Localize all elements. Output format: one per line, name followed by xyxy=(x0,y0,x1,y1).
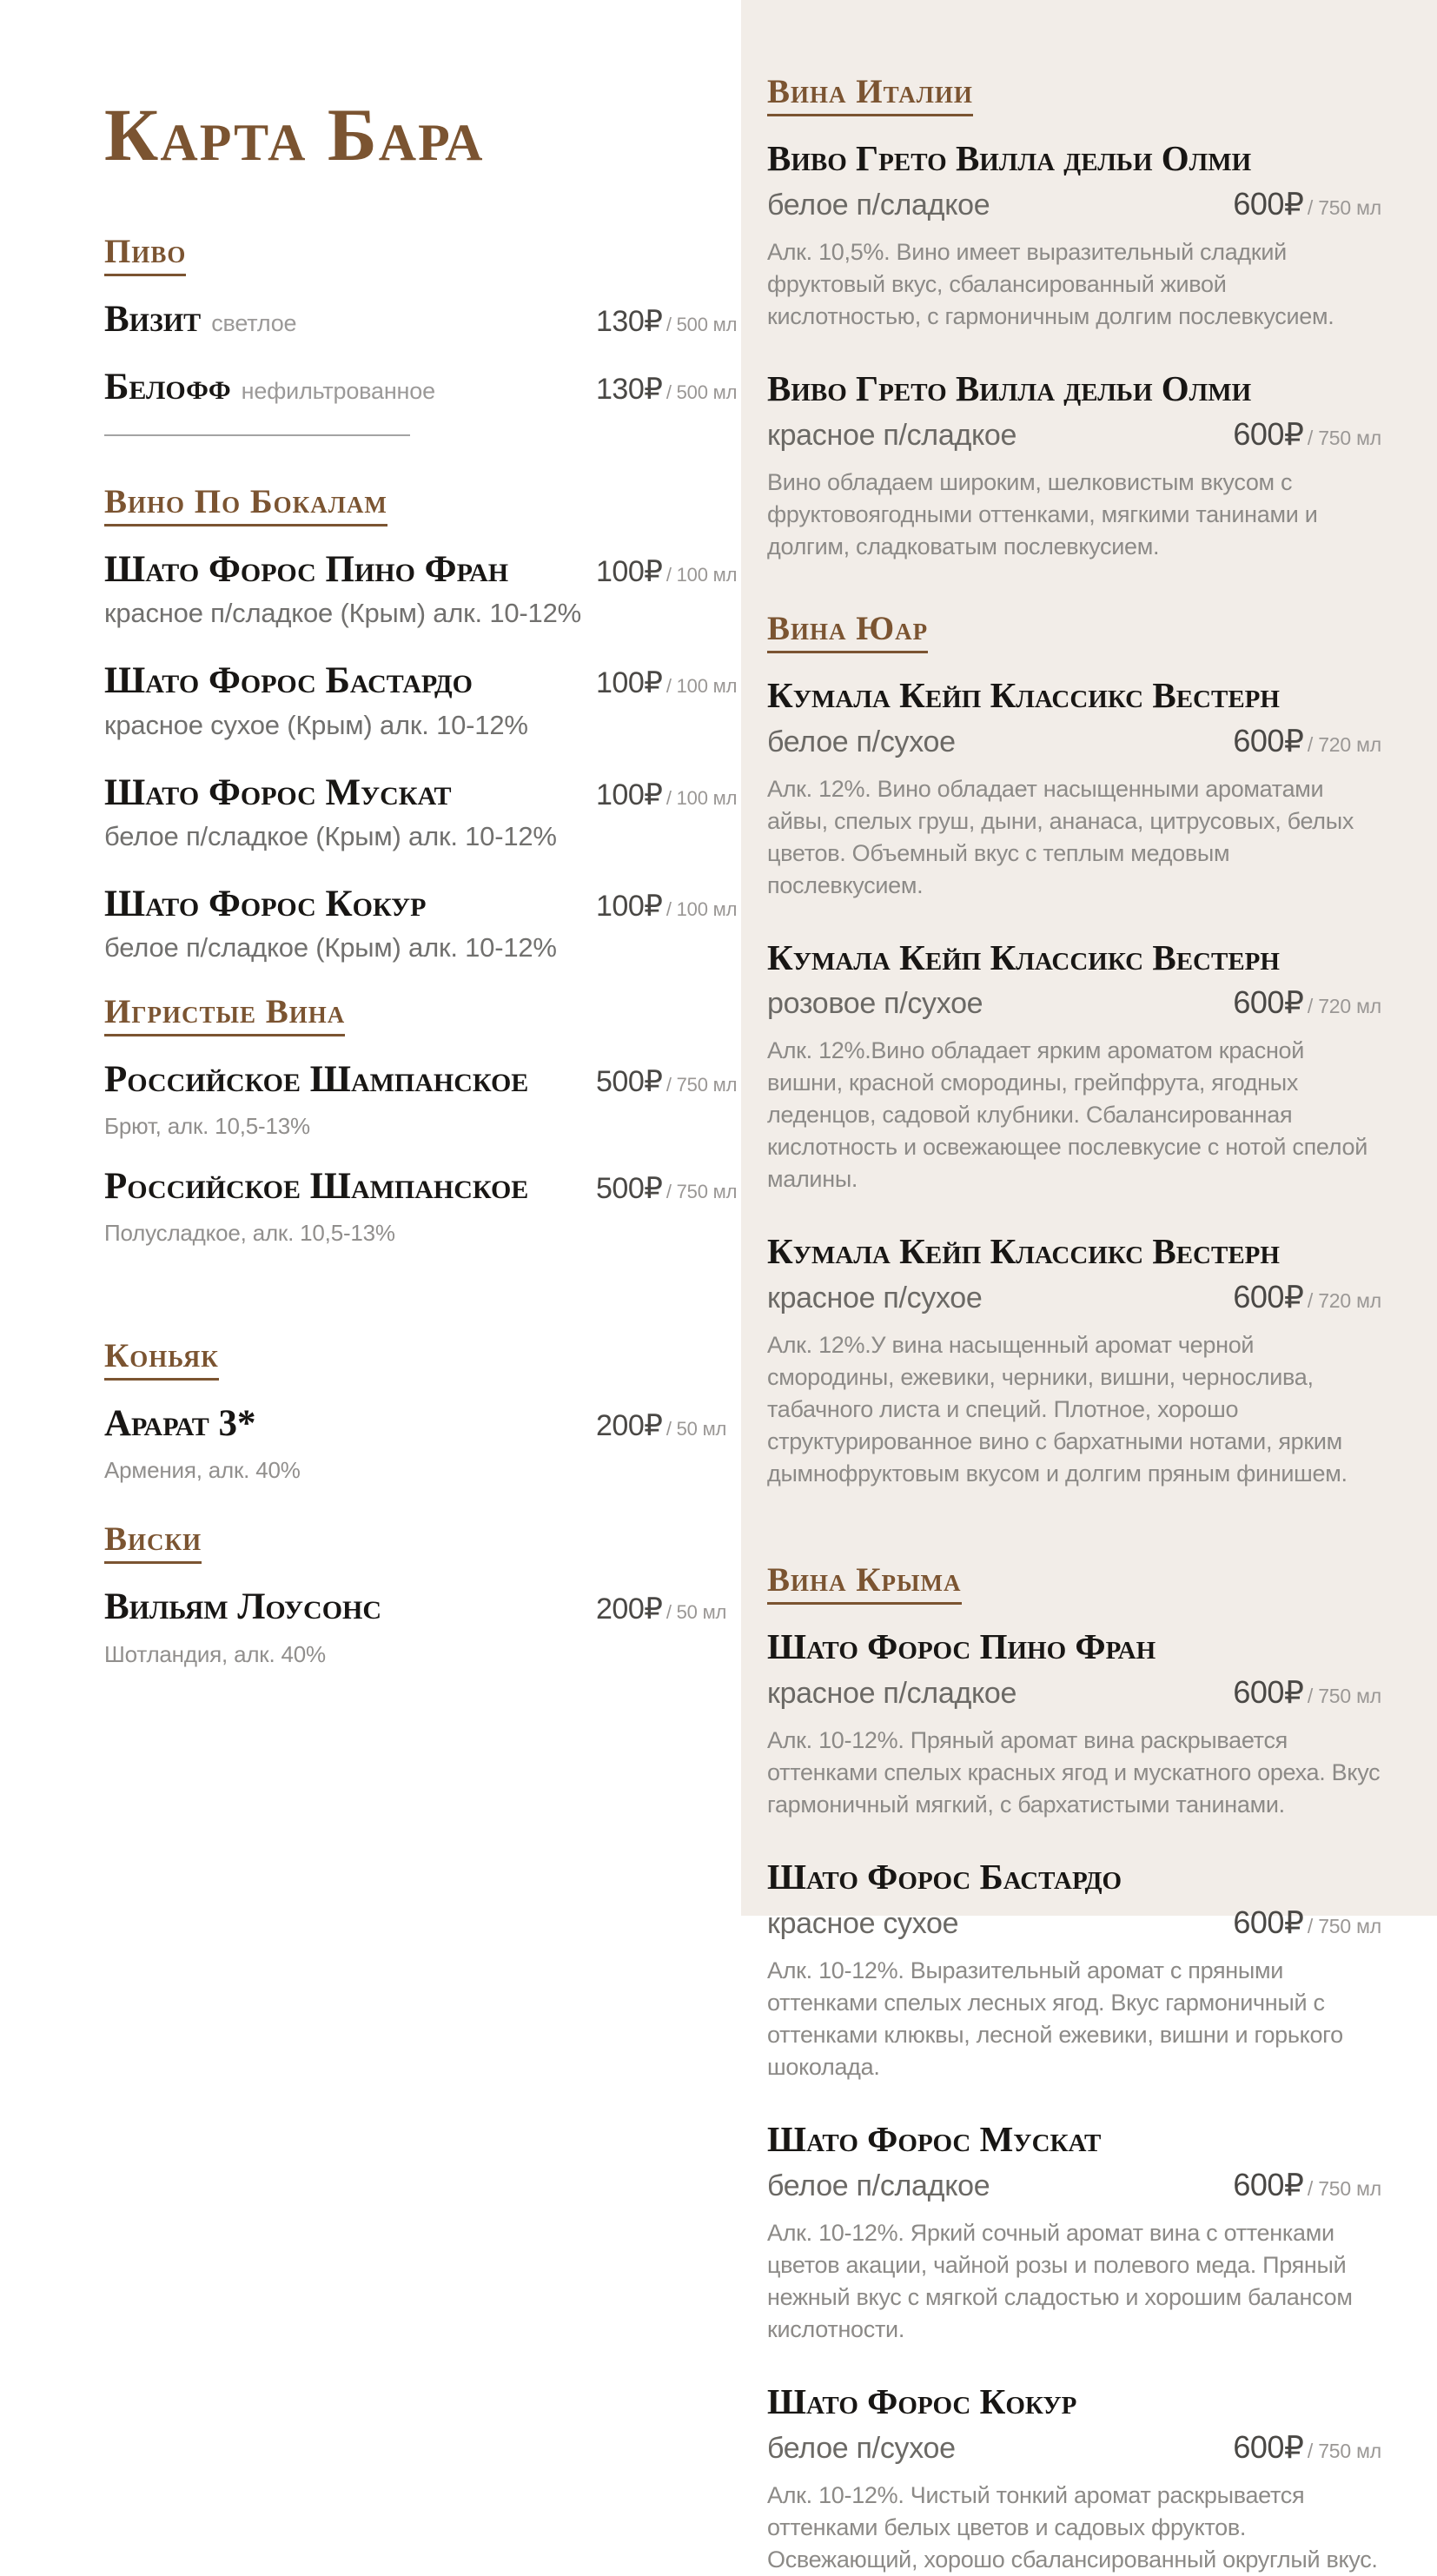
item-name: Шато Форос Мускат xyxy=(104,771,452,813)
price-unit: / 750 мл xyxy=(1307,426,1381,449)
menu-item xyxy=(104,660,738,740)
price-unit: / 750 мл xyxy=(666,1181,738,1203)
menu-item xyxy=(104,299,738,341)
price-amount: 600₽ xyxy=(1233,1674,1304,1711)
item-subtitle: розовое п/сухое xyxy=(767,987,983,1021)
item-name: Белофф xyxy=(104,367,231,408)
menu-item xyxy=(767,369,1381,563)
section-sparkling xyxy=(104,992,738,1247)
price-amount: 200₽ xyxy=(596,1593,663,1626)
item-subtitle: красное сухое xyxy=(767,1906,959,1940)
price-unit: / 750 мл xyxy=(666,1073,738,1096)
price-unit: / 500 мл xyxy=(666,314,738,335)
item-price xyxy=(1233,1904,1381,1941)
item-name: Шато Форос Кокур xyxy=(104,883,427,924)
section-heading: Вина Италии xyxy=(767,75,973,116)
menu-item xyxy=(104,883,738,964)
section-whisky xyxy=(104,1520,727,1667)
section-crimea-wines xyxy=(767,1563,1381,2575)
price-unit: / 100 мл xyxy=(666,897,738,920)
item-price xyxy=(596,666,737,700)
item-subtitle: красное п/сладкое xyxy=(767,418,1017,452)
item-name: Шато Форос Пино Фран xyxy=(767,1626,1156,1667)
item-subtitle: красное сухое (Крым) алк. 10-12% xyxy=(104,709,528,740)
section-heading: Вино По Бокалам xyxy=(104,485,387,526)
item-name: Российское Шампанское xyxy=(104,1166,529,1208)
section-heading: Пиво xyxy=(104,235,186,276)
item-price xyxy=(1233,723,1381,759)
price-unit: / 720 мл xyxy=(1307,732,1381,756)
price-amount: 100₽ xyxy=(596,778,663,811)
item-price xyxy=(596,1592,726,1626)
item-price xyxy=(1233,186,1381,222)
price-unit: / 100 мл xyxy=(666,675,738,698)
item-name: Шато Форос Бастардо xyxy=(767,1857,1122,1897)
item-price xyxy=(596,778,737,812)
price-unit: / 100 мл xyxy=(666,564,738,586)
price-amount: 500₽ xyxy=(596,1064,663,1098)
section-heading: Вина Крыма xyxy=(767,1563,962,1605)
menu-item xyxy=(767,1627,1381,1821)
price-amount: 130₽ xyxy=(596,373,663,407)
menu-item xyxy=(104,771,738,852)
section-wine-by-glass xyxy=(104,483,738,964)
price-unit: / 50 мл xyxy=(666,1601,727,1624)
item-price xyxy=(1233,1674,1381,1711)
item-price xyxy=(1233,1279,1381,1315)
page-title: Карта Бара xyxy=(104,93,485,176)
item-description: Алк. 10-12%. Выразительный аромат с пряными оттенками спелых лесных ягод. Вкус гармоничный с оттенками клюквы, лесной ежевики, вишни и горького шоколада. xyxy=(767,1957,1343,2080)
price-unit: / 500 мл xyxy=(666,381,738,404)
item-description: Алк. 10,5%. Вино имеет выразительный сладкий фруктовый вкус, сбалансированный живой кислотностью, с гармоничным долгим послевкусием. xyxy=(767,238,1334,329)
price-unit: / 750 мл xyxy=(1307,2176,1381,2200)
item-name: Шато Форос Кокур xyxy=(767,2381,1077,2421)
item-name: Виво Грето Вилла дельи Олми xyxy=(767,368,1252,408)
item-name: Арарат 3* xyxy=(104,1403,256,1445)
section-cognac xyxy=(104,1337,727,1484)
item-subtitle: Шотландия, алк. 40% xyxy=(104,1640,326,1667)
section-heading: Виски xyxy=(104,1522,202,1564)
price-unit: / 50 мл xyxy=(666,1418,727,1440)
item-price xyxy=(1233,416,1381,453)
menu-item xyxy=(104,1403,727,1484)
price-unit: / 750 мл xyxy=(1307,1914,1381,1937)
item-name: Кумала Кейп Классикс Вестерн xyxy=(767,674,1280,715)
menu-item xyxy=(104,1586,727,1667)
item-subtitle: белое п/сладкое xyxy=(767,188,990,222)
item-subtitle: Армения, алк. 40% xyxy=(104,1457,301,1484)
price-amount: 200₽ xyxy=(596,1409,663,1443)
menu-item xyxy=(767,1232,1381,1490)
item-price xyxy=(1233,2429,1381,2466)
item-description: Алк. 10-12%. Яркий сочный аромат вина с оттенками цветов акации, чайной розы и полевого меда. Пряный нежный вкус с мягкой сладостью и хорошим балансом кислотности. xyxy=(767,2219,1353,2342)
item-name: Шато Форос Мускат xyxy=(767,2118,1102,2159)
section-heading: Игристые Вина xyxy=(104,995,345,1036)
item-description: Алк. 12%.Вино обладает ярким ароматом красной вишни, красной смородины, грейпфрута, ягодных леденцов, садовой клубники. Сбалансированная кислотность и освежающее послевкусие с нотой спелой малины. xyxy=(767,1037,1367,1193)
section-heading: Вина Юар xyxy=(767,612,928,653)
price-amount: 130₽ xyxy=(596,305,663,338)
divider xyxy=(104,434,410,436)
item-subtitle: белое п/сухое xyxy=(767,725,956,758)
section-italy-wines xyxy=(767,75,1381,563)
item-price xyxy=(596,372,737,407)
price-amount: 600₽ xyxy=(1233,185,1304,222)
item-name: Кумала Кейп Классикс Вестерн xyxy=(767,1231,1280,1272)
price-unit: / 750 мл xyxy=(1307,1685,1381,1708)
item-name: Шато Форос Пино Фран xyxy=(104,549,509,591)
price-amount: 600₽ xyxy=(1233,722,1304,758)
item-name: Российское Шампанское xyxy=(104,1058,529,1100)
item-name: Вильям Лоусонс xyxy=(104,1586,382,1628)
right-column xyxy=(741,0,1437,2573)
price-unit: / 720 мл xyxy=(1307,995,1381,1018)
item-subtitle: красное п/сладкое (Крым) алк. 10-12% xyxy=(104,598,581,629)
item-price xyxy=(1233,984,1381,1021)
item-subtitle: белое п/сладкое xyxy=(767,2169,990,2202)
item-subtitle: Полусладкое, алк. 10,5-13% xyxy=(104,1220,395,1247)
section-sar-wines xyxy=(767,609,1381,1491)
item-tag: светлое xyxy=(211,310,297,336)
item-price xyxy=(596,1171,737,1206)
item-name: Виво Грето Вилла дельи Олми xyxy=(767,138,1252,178)
item-description: Алк. 10-12%. Чистый тонкий аромат раскрывается оттенками белых цветов и садовых фруктов. Освежающий, хорошо сбалансированный округлый вкус. xyxy=(767,2481,1378,2573)
item-price xyxy=(596,304,737,339)
price-amount: 600₽ xyxy=(1233,1904,1304,1940)
item-subtitle: белое п/сладкое (Крым) алк. 10-12% xyxy=(104,931,557,963)
price-unit: / 750 мл xyxy=(1307,2439,1381,2462)
menu-item xyxy=(767,676,1381,902)
price-amount: 500₽ xyxy=(596,1172,663,1206)
price-amount: 600₽ xyxy=(1233,415,1304,452)
item-subtitle: белое п/сладкое (Крым) алк. 10-12% xyxy=(104,820,557,851)
item-subtitle: красное п/сухое xyxy=(767,1281,983,1315)
left-column xyxy=(0,0,741,1916)
item-name: Шато Форос Бастардо xyxy=(104,660,473,702)
item-name: Кумала Кейп Классикс Вестерн xyxy=(767,937,1280,977)
menu-item xyxy=(104,549,738,629)
item-description: Алк. 12%. Вино обладает насыщенными ароматами айвы, спелых груш, дыни, ананаса, цитрусовых, белых цветов. Объемный вкус с теплым медовым послевкусием. xyxy=(767,775,1354,898)
item-name: Визит xyxy=(104,299,202,340)
menu-item xyxy=(104,367,738,408)
menu-item xyxy=(767,139,1381,333)
item-subtitle: красное п/сладкое xyxy=(767,1677,1017,1711)
menu-item xyxy=(104,1058,738,1140)
menu-item xyxy=(767,2382,1381,2576)
price-amount: 600₽ xyxy=(1233,1279,1304,1315)
item-subtitle: Брют, алк. 10,5-13% xyxy=(104,1113,310,1140)
item-description: Алк. 12%.У вина насыщенный аромат черной смородины, ежевики, черники, вишни, чернослива, табачного листа и специй. Плотное, хорошо структурированное вино с бархатными нотами, ярким дымнофруктовым вкусом и долгим пряным финишем. xyxy=(767,1332,1348,1487)
price-amount: 600₽ xyxy=(1233,2166,1304,2202)
item-description: Вино обладаем широким, шелковистым вкусом с фруктовоягодными оттенками, мягкими танинами и долгим, сладковатым послевкусием. xyxy=(767,468,1318,560)
menu-item xyxy=(767,2120,1381,2346)
menu-item xyxy=(104,1166,738,1247)
price-unit: / 750 мл xyxy=(1307,195,1381,219)
item-description: Алк. 10-12%. Пряный аромат вина раскрывается оттенками спелых красных ягод и мускатного ореха. Вкус гармоничный мягкий, с бархатистыми танинами. xyxy=(767,1727,1381,1818)
price-amount: 100₽ xyxy=(596,889,663,923)
item-price xyxy=(1233,2167,1381,2203)
item-tag: нефильтрованное xyxy=(241,378,435,405)
item-price xyxy=(596,554,737,589)
price-amount: 600₽ xyxy=(1233,2428,1304,2465)
section-heading: Коньяк xyxy=(104,1339,219,1381)
menu-item xyxy=(767,1858,1381,2083)
price-unit: / 100 мл xyxy=(666,786,738,809)
price-amount: 100₽ xyxy=(596,666,663,700)
price-unit: / 720 мл xyxy=(1307,1289,1381,1313)
item-price xyxy=(596,1064,737,1099)
menu-item xyxy=(767,938,1381,1196)
price-amount: 100₽ xyxy=(596,555,663,589)
section-beer xyxy=(104,233,738,436)
price-amount: 600₽ xyxy=(1233,984,1304,1021)
item-price xyxy=(596,889,737,924)
item-price xyxy=(596,1408,726,1443)
item-subtitle: белое п/сухое xyxy=(767,2431,956,2465)
